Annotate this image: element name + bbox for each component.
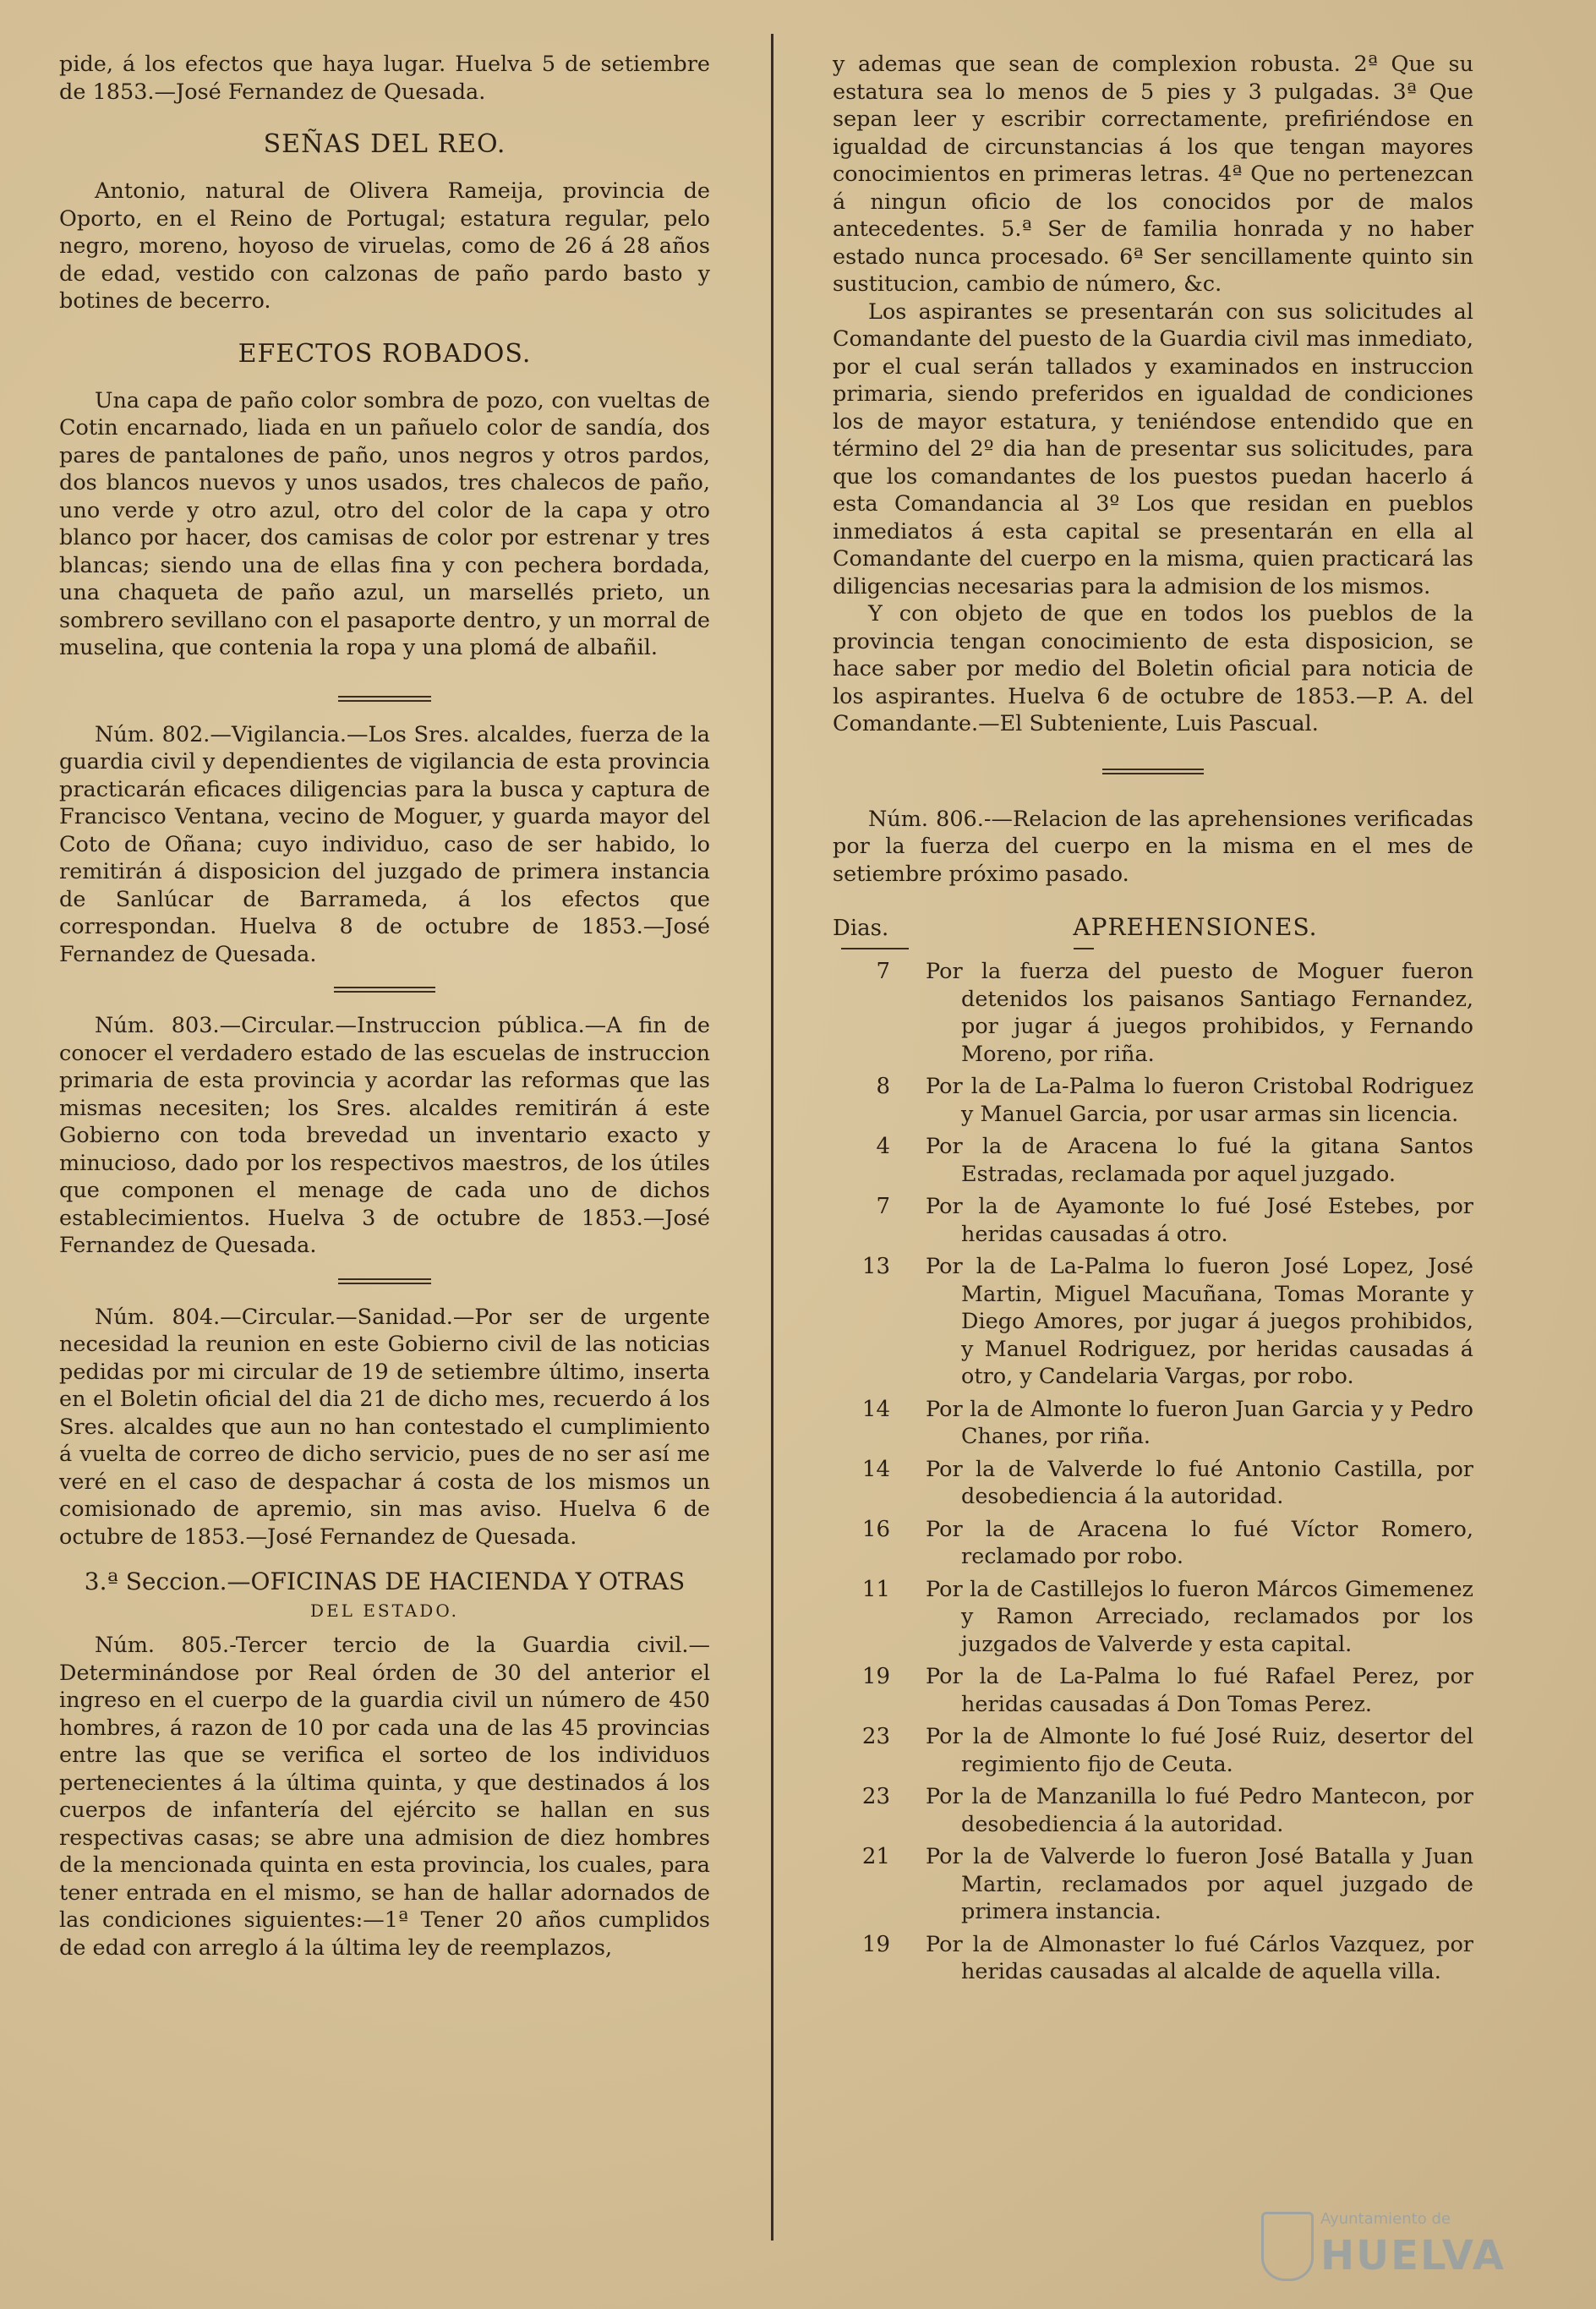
row-day: 4 [876,1134,890,1159]
heading-efectos-robados: EFECTOS ROBADOS. [238,338,532,369]
table-row [833,1576,1473,1659]
aspirantes-paragraph: Los aspirantes se presentarán con sus solicitudes al Comandante del puesto de la Guardia civil mas inmediato, por el cual serán tallados y examinados en instruccion primaria, siendo preferidos en igualdad de condiciones los de mayor estatura, y teniéndose entendido que en término del 2º dia han de presentar sus solicitudes, para que los comandantes de los puestos puedan hacerlo á esta Comandancia al 3º Los que residan en pueblos inmediatos á esta capital se presentarán en ella al Comandante del cuerpo en la misma, quien practicará las diligencias necesarias para la admision de los mismos. [833,298,1473,599]
row-day: 14 [861,1396,890,1422]
row-day: 16 [861,1516,890,1542]
row-text: Por la de Ayamonte lo fué José Estebes, por heridas causadas á otro. [926,1194,1473,1247]
row-text: Por la fuerza del puesto de Moguer fueron detenidos los paisanos Santiago Fernandez, por jugar á juegos prohibidos, y Fernando Moreno, por riña. [926,959,1473,1067]
row-text: Por la de Aracena lo fué Víctor Romero, reclamado por robo. [926,1516,1473,1569]
table-day-header: Dias. [833,916,889,941]
shield-icon [1261,2212,1314,2281]
aprehensiones-table-header [833,913,1473,941]
row-day: 13 [861,1254,890,1279]
row-day: 7 [876,1194,890,1219]
table-row [833,1133,1473,1188]
table-row [833,958,1473,1068]
row-day: 23 [861,1784,890,1809]
row-text: Por la de Manzanilla lo fué Pedro Mantecon, por desobediencia á la autoridad. [926,1784,1473,1837]
table-row [833,1193,1473,1248]
row-text: Por la de Almonte lo fueron Juan Garcia y y Pedro Chanes, por riña. [926,1396,1473,1449]
row-text: Por la de Almonte lo fué José Ruiz, desertor del regimiento fijo de Ceuta. [926,1724,1473,1777]
row-text: Por la de Valverde lo fueron José Batalla y Juan Martin, reclamados por aquel juzgado de primera instancia. [926,1844,1473,1924]
column-divider [771,34,773,2241]
heading-senas-del-reo: SEÑAS DEL REO. [263,129,506,159]
archive-watermark [1261,2208,1532,2284]
section-rule [334,985,435,995]
article-802: Núm. 802.—Vigilancia.—Los Sres. alcaldes, fuerza de la guardia civil y dependientes de vigilancia de esta provincia practicarán eficaces diligencias para la busca y captura de Francisco Ventana, vecino de Moguer, y guarda mayor del Coto de Oñana; cuyo individuo, caso de ser habido, lo remitirán á disposicion del juzgado de primera instancia de Sanlúcar de Barrameda, á los efectos que correspondan. Huelva 8 de octubre de 1853.—José Fernandez de Quesada. [59,721,710,967]
table-row [833,1931,1473,1986]
row-day: 21 [861,1844,890,1869]
table-row [833,1723,1473,1778]
row-text: Por la de La-Palma lo fué Rafael Perez, por heridas causadas á Don Tomas Perez. [926,1664,1473,1717]
article-803: Núm. 803.—Circular.—Instruccion pública.—A fin de conocer el verdadero estado de las escuelas de instruccion primaria de esta provincia y acordar las reformas que las mismas necesiten; los Sres. alcaldes remitirán á este Gobierno con toda brevedad un inventario exacto y minucioso, dado por los respectivos maestros, de los útiles que componen el menage de cada uno de dichos establecimientos. Huelva 3 de octubre de 1853.—José Fernandez de Quesada. [59,1013,710,1258]
row-text: Por la de La-Palma lo fueron José Lopez, José Martin, Miguel Macuñana, Tomas Morante y Diego Amores, por jugar á juegos prohibidos, y Manuel Rodriguez, por heridas causadas á otro, y Candelaria Vargas, por robo. [926,1254,1473,1389]
row-text: Por la de Valverde lo fué Antonio Castilla, por desobediencia á la autoridad. [926,1456,1473,1509]
section-rule [338,694,431,704]
table-row [833,1516,1473,1571]
table-row [833,1663,1473,1718]
intro-paragraph: pide, á los efectos que haya lugar. Huelva 5 de setiembre de 1853.—José Fernandez de Quesada. [59,52,710,105]
right-column [833,51,1473,1991]
senas-paragraph: Antonio, natural de Olivera Rameija, provincia de Oporto, en el Reino de Portugal; estatura regular, pelo negro, moreno, hoyoso de viruelas, como de 26 á 28 años de edad, vestido con calzonas de paño pardo basto y botines de becerro. [59,178,710,314]
aprehensiones-table [833,958,1473,1986]
left-column [59,51,710,1962]
article-806: Núm. 806.-—Relacion de las aprehensiones verificadas por la fuerza del cuerpo en la misma en el mes de setiembre próximo pasado. [833,806,1473,887]
section-heading-subtitle: DEL ESTADO. [310,1600,459,1621]
row-text: Por la de Aracena lo fué la gitana Santos Estradas, reclamada por aquel juzgado. [926,1134,1473,1187]
section-rule [1102,767,1204,777]
row-text: Por la de La-Palma lo fueron Cristobal Rodriguez y Manuel Garcia, por usar armas sin licencia. [926,1074,1473,1127]
table-row [833,1073,1473,1128]
table-row [833,1253,1473,1391]
row-day: 19 [861,1664,890,1689]
section-heading-title: 3.ª Seccion.—OFICINAS DE HACIENDA Y OTRAS [84,1568,686,1595]
section-heading-hacienda [59,1568,710,1625]
row-day: 14 [861,1456,890,1482]
objeto-paragraph: Y con objeto de que en todos los pueblos de la provincia tengan conocimiento de esta disposicion, se hace saber por medio del Boletin oficial para noticia de los aspirantes. Huelva 6 de octubre de 1853.—P. A. del Comandante.—El Subteniente, Luis Pascual. [833,601,1473,736]
section-rule [338,1277,431,1287]
table-row [833,1396,1473,1451]
row-day: 7 [876,959,890,984]
row-day: 19 [861,1931,890,1957]
row-day: 23 [861,1724,890,1749]
table-row [833,1456,1473,1511]
article-804: Núm. 804.—Circular.—Sanidad.—Por ser de urgente necesidad la reunion en este Gobierno civil de las noticias pedidas por mi circular de 19 de setiembre último, inserta en el Boletin oficial del dia 21 de dicho mes, recuerdo á los Sres. alcaldes que aun no han contestado el cumplimiento á vuelta de correo de dicho servicio, pues de no ser así me veré en el caso de despachar á costa de los mismos un comisionado de apremio, sin mas aviso. Huelva 6 de octubre de 1853.—José Fernandez de Quesada. [59,1304,710,1550]
row-text: Por la de Castillejos lo fueron Márcos Gimemenez y Ramon Arreciado, reclamados por los juzgados de Valverde y esta capital. [926,1576,1473,1657]
watermark-line1: Ayuntamiento de [1320,2210,1451,2228]
row-text: Por la de Almonaster lo fué Cárlos Vazquez, por heridas causadas al alcalde de aquella villa. [926,1931,1473,1984]
continuation-paragraph: y ademas que sean de complexion robusta. 2ª Que su estatura sea lo menos de 5 pies y 3 pulgadas. 3ª Que sepan leer y escribir correctamente, prefiriéndose en igualdad de circunstancias á los que tengan mayores conocimientos en primeras letras. 4ª Que no pertenezcan á ningun oficio de los conocidos por de malos antecedentes. 5.ª Ser de familia honrada y no haber estado nunca procesado. 6ª Ser sencillamente quinto sin sustitucion, cambio de número, &c. [833,52,1473,297]
table-header-rules [833,948,1473,949]
article-805: Núm. 805.-Tercer tercio de la Guardia civil.—Determinándose por Real órden de 30 del anterior el ingreso en el cuerpo de la guardia civil un número de 450 hombres, á razon de 10 por cada una de las 45 provincias entre las que se verifica el sorteo de los individuos pertenecientes á la última quinta, y que destinados á los cuerpos de infantería del ejército se hallan en sus respectivas casas; se abre una admision de diez hombres de la mencionada quinta en esta provincia, los cuales, para tener entrada en el mismo, se han de hallar adornados de las condiciones siguientes:—1ª Tener 20 años cumplidos de edad con arreglo á la última ley de reemplazos, [59,1633,710,1961]
table-row [833,1783,1473,1838]
table-row [833,1843,1473,1926]
table-title: APREHENSIONES. [1073,913,1318,941]
watermark-line2: HUELVA [1320,2232,1506,2279]
row-day: 11 [861,1576,890,1602]
row-day: 8 [876,1074,890,1099]
efectos-paragraph: Una capa de paño color sombra de pozo, con vueltas de Cotin encarnado, liada en un pañuelo color de sandía, dos pares de pantalones de paño, unos negros y otros pardos, dos blancos nuevos y unos usados, tres chalecos de paño, uno verde y otro azul, otro del color de la capa y otro blanco por hacer, dos camisas de color por estrenar y tres blancas; siendo una de ellas fina y con pechera bordada, una chaqueta de paño azul, un marsellés prieto, un sombrero sevillano con el pasaporte dentro, y un morral de muselina, que contenia la ropa y una plomá de albañil. [59,387,710,660]
